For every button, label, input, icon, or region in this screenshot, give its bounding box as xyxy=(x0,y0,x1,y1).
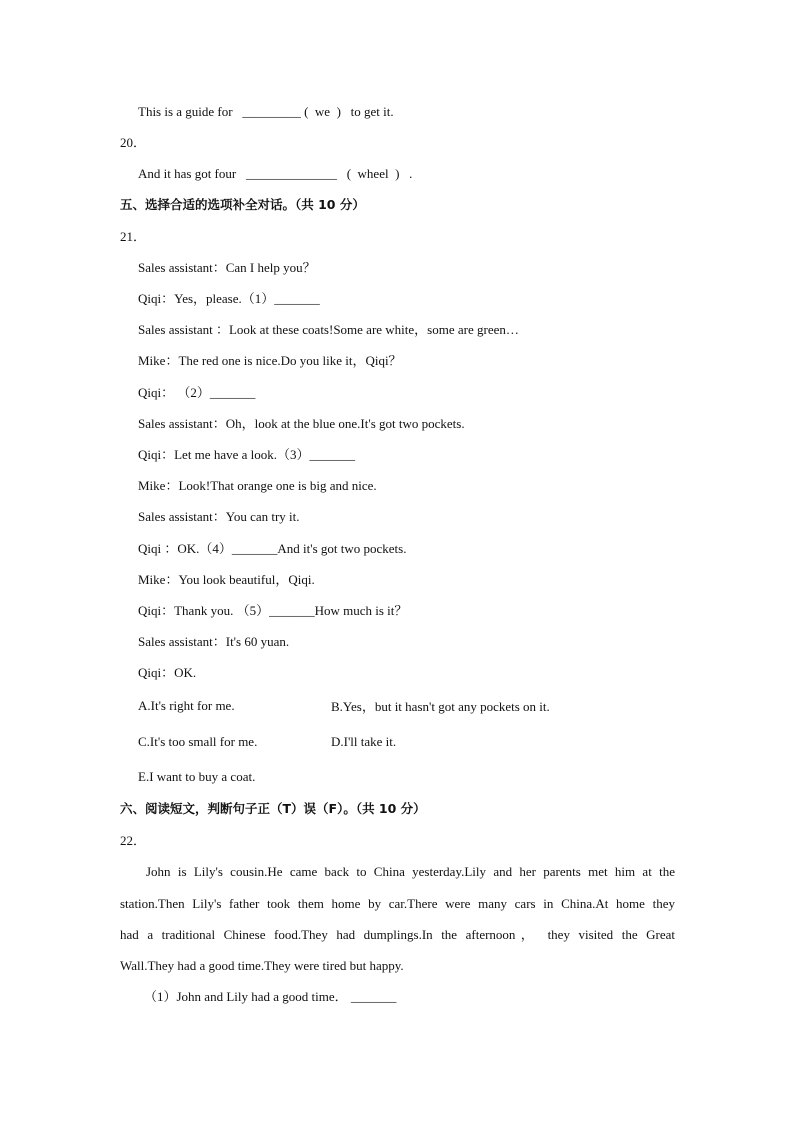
dialogue-line: Sales assistant：Oh，look at the blue one.It's got two pockets. xyxy=(138,416,465,431)
dialogue-line: Mike：You look beautiful，Qiqi. xyxy=(138,572,315,587)
question-number-22: 22． xyxy=(120,833,147,848)
dialogue-line: Sales assistant ：Look at these coats!Some are white，some are green… xyxy=(138,322,519,337)
option-c: C.It's too small for me. xyxy=(138,734,258,749)
dialogue-line: Qiqi ：OK.（4）_______And it's got two pockets. xyxy=(138,541,407,556)
question-number-21: 21． xyxy=(120,229,147,244)
passage-line: Wall.They had a good time.They were tired but happy. xyxy=(120,958,404,973)
dialogue-line: Sales assistant：It's 60 yuan. xyxy=(138,634,290,649)
dialogue-line: Mike：The red one is nice.Do you like it，Qiqi？ xyxy=(138,353,402,368)
option-d: D.I'll take it. xyxy=(331,734,397,749)
dialogue-line: Qiqi：Yes，please.（1）_______ xyxy=(138,291,320,306)
section-5-heading: 五、选择合适的选项补全对话。（共 10 分） xyxy=(120,197,365,212)
true-false-statement-1: （1）John and Lily had a good time． _______ xyxy=(144,989,397,1004)
question-number-20: 20． xyxy=(120,135,147,150)
passage-line: station.Then Lily's father took them home by car.There were many cars in China.At home they xyxy=(120,896,675,911)
dialogue-line: Sales assistant：Can I help you？ xyxy=(138,260,316,275)
dialogue-line: Qiqi：Let me have a look.（3）_______ xyxy=(138,447,355,462)
dialogue-line: Qiqi： （2）_______ xyxy=(138,385,256,400)
dialogue-line: Qiqi：OK. xyxy=(138,665,197,680)
passage-line: John is Lily's cousin.He came back to China yesterday.Lily and her parents met him at the xyxy=(146,864,675,879)
sentence-fill-we: This is a guide for _________ ( we ) to get it. xyxy=(138,104,394,119)
dialogue-line: Sales assistant：You can try it. xyxy=(138,509,300,524)
section-6-heading: 六、阅读短文，判断句子正（T）误（F）。（共 10 分） xyxy=(120,801,426,816)
option-b: B.Yes，but it hasn't got any pockets on it. xyxy=(331,699,550,714)
dialogue-line: Qiqi：Thank you. （5）_______How much is it？ xyxy=(138,603,408,618)
sentence-fill-wheel: And it has got four ______________ ( wheel ) . xyxy=(138,166,413,181)
option-e: E.I want to buy a coat. xyxy=(138,769,256,784)
dialogue-line: Mike：Look!That orange one is big and nice. xyxy=(138,478,377,493)
passage-line: had a traditional Chinese food.They had dumplings.In the afternoon， they visited the Great xyxy=(120,927,675,942)
option-a: A.It's right for me. xyxy=(138,698,235,713)
